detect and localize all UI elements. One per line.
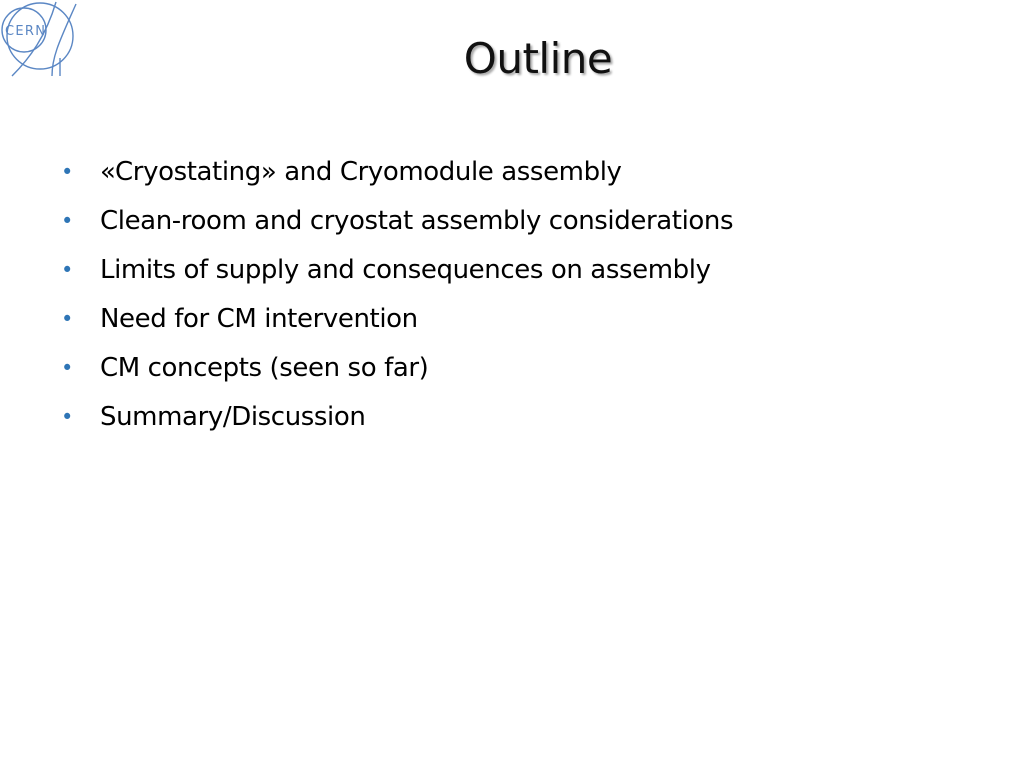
slide-title: Outline (463, 34, 613, 83)
outline-item (60, 393, 733, 442)
outline-item-text: Summary/Discussion (100, 402, 366, 432)
outline-list (60, 148, 733, 442)
outline-item-text: Limits of supply and consequences on assembly (100, 255, 711, 285)
bullet-icon: • (61, 160, 73, 184)
outline-item (60, 148, 733, 197)
outline-item-text: CM concepts (seen so far) (100, 353, 429, 383)
bullet-icon: • (61, 209, 73, 233)
bullet-icon: • (61, 258, 73, 282)
bullet-icon: • (61, 356, 73, 380)
bullet-icon: • (61, 405, 73, 429)
cern-logo-text: CERN (5, 24, 45, 39)
outline-item (60, 295, 733, 344)
outline-item-text: Need for CM intervention (100, 304, 418, 334)
outline-item (60, 344, 733, 393)
bullet-icon: • (61, 307, 73, 331)
outline-item-text: Clean-room and cryostat assembly considerations (100, 206, 734, 236)
outline-item-text: «Cryostating» and Cryomodule assembly (100, 157, 622, 187)
outline-item (60, 246, 733, 295)
outline-item (60, 197, 733, 246)
